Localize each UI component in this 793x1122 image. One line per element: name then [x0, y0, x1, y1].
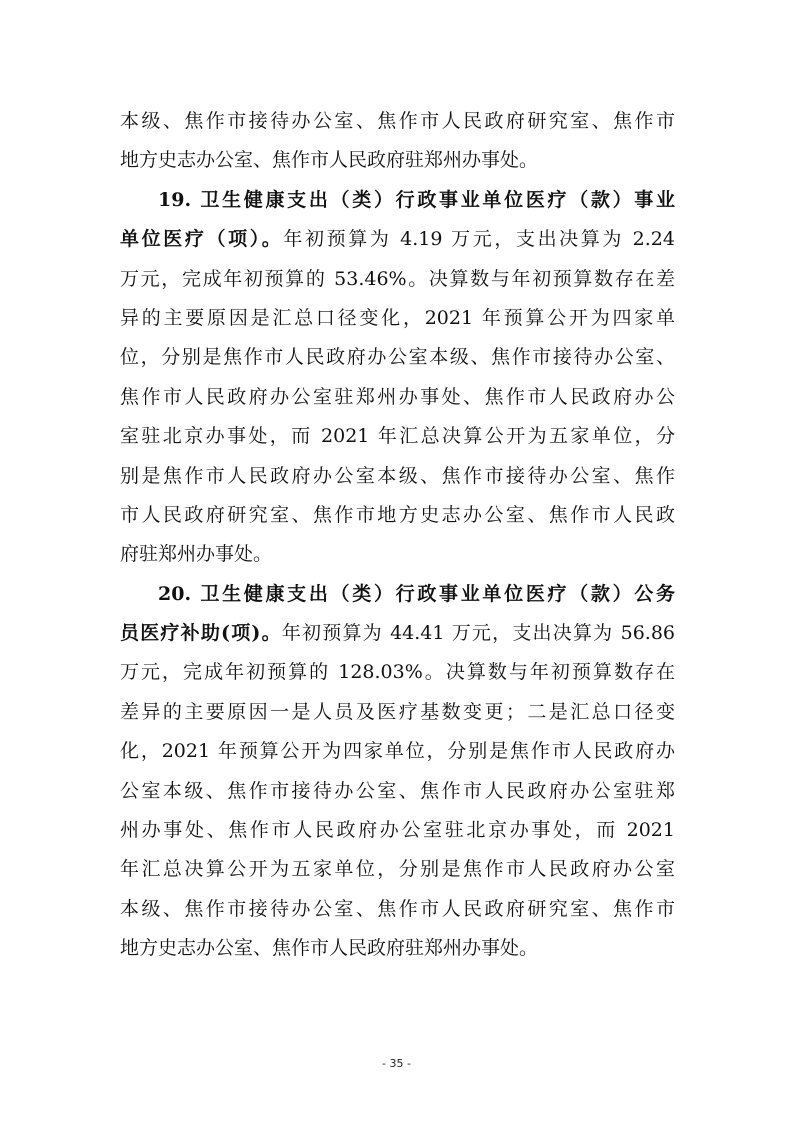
text-line: 别是焦作市人民政府办公室本级、焦作市接待办公室、焦作 [120, 464, 675, 487]
text-line: 本级、焦作市接待办公室、焦作市人民政府研究室、焦作市 [120, 897, 675, 920]
text-line: 异的主要原因是汇总口径变化，2021 年预算公开为四家单 [120, 306, 675, 329]
text-line: 室驻北京办事处，而 2021 年汇总决算公开为五家单位，分 [120, 425, 675, 448]
text-line: 万元，完成年初预算的 128.03%。决算数与年初预算数存在 [120, 661, 675, 684]
continuation-paragraph [120, 102, 675, 181]
text-line: 府驻郑州办事处。 [120, 543, 273, 566]
text-line: 地方史志办公室、焦作市人民政府驻郑州办事处。 [120, 937, 539, 960]
text-line: 化，2021 年预算公开为四家单位，分别是焦作市人民政府办 [120, 740, 675, 763]
text-line: 市人民政府研究室、焦作市地方史志办公室、焦作市人民政 [120, 503, 675, 526]
item-19-text: 年初预算为 4.19 万元，支出决算为 2.24 [283, 228, 675, 251]
item-19-paragraph [120, 181, 675, 575]
item-19-heading-line2 [120, 220, 675, 259]
item-20-text: 年初预算为 44.41 万元，支出决算为 56.86 [281, 622, 676, 645]
item-19-heading-tail: 单位医疗（项）。 [120, 228, 284, 251]
item-20-heading-tail: 员医疗补助(项)。 [120, 622, 282, 645]
item-20-paragraph [120, 575, 675, 969]
page-number: - 35 - [382, 1057, 411, 1070]
text-line: 焦作市人民政府办公室驻郑州办事处、焦作市人民政府办公 [120, 385, 675, 408]
text-line: 本级、焦作市接待办公室、焦作市人民政府研究室、焦作市 [120, 110, 675, 132]
text-line: 公室本级、焦作市接待办公室、焦作市人民政府办公室驻郑 [120, 779, 675, 802]
document-body [120, 102, 675, 969]
text-line: 地方史志办公室、焦作市人民政府驻郑州办事处。 [120, 149, 539, 172]
text-line: 位，分别是焦作市人民政府办公室本级、焦作市接待办公室、 [120, 346, 675, 369]
item-20-heading: 20. 卫生健康支出（类）行政事业单位医疗（款）公务 [158, 582, 675, 605]
text-line: 州办事处、焦作市人民政府办公室驻北京办事处，而 2021 [120, 819, 675, 842]
item-20-heading-line2 [120, 614, 675, 653]
text-line: 年汇总决算公开为五家单位，分别是焦作市人民政府办公室 [120, 858, 675, 881]
text-line: 差异的主要原因一是人员及医疗基数变更；二是汇总口径变 [120, 700, 675, 723]
item-19-heading: 19. 卫生健康支出（类）行政事业单位医疗（款）事业 [158, 188, 675, 211]
text-line: 万元，完成年初预算的 53.46%。决算数与年初预算数存在差 [120, 267, 675, 290]
